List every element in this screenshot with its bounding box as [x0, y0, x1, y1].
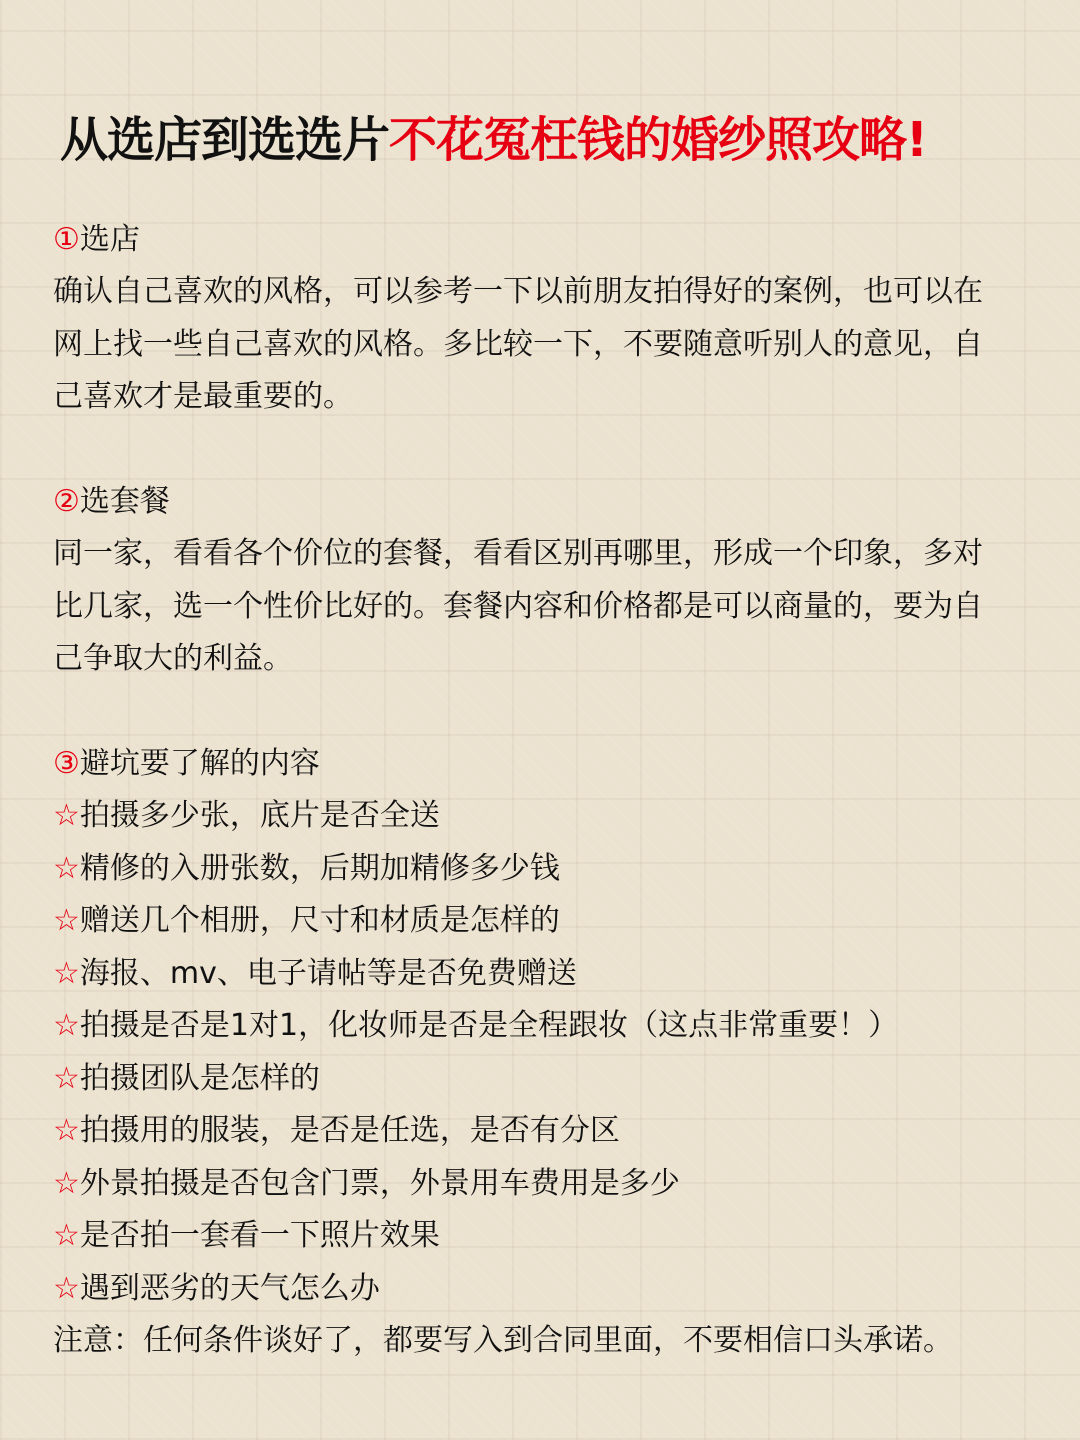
checklist-item [53, 1105, 1033, 1158]
checklist-item-text: 拍摄多少张，底片是否全送 [79, 798, 440, 833]
checklist-item [53, 843, 1033, 896]
star-icon: ☆ [53, 903, 80, 938]
checklist-item-text: 拍摄是否是1对1，化妆师是否是全程跟妆（这点非常重要！） [79, 1008, 899, 1043]
page-title [60, 108, 1040, 172]
checklist-item-text: 拍摄用的服装，是否是任选，是否有分区 [79, 1113, 620, 1148]
star-icon: ☆ [53, 1113, 80, 1148]
checklist-item [53, 948, 1033, 1001]
checklist-item [53, 1210, 1033, 1263]
note-line: 注意：任何条件谈好了，都要写入到合同里面，不要相信口头承诺。 [53, 1323, 953, 1358]
paragraph-line: 己争取大的利益。 [53, 641, 293, 676]
section-heading [53, 738, 1033, 790]
section-title: 选店 [79, 222, 140, 257]
section-number: ③ [53, 746, 80, 781]
checklist-item-text: 拍摄团队是怎样的 [79, 1060, 320, 1096]
star-icon: ☆ [53, 1060, 80, 1096]
section-title: 避坑要了解的内容 [79, 746, 320, 781]
section-choose-store [53, 214, 1033, 424]
paragraph-line: 确认自己喜欢的风格，可以参考一下以前朋友拍得好的案例，也可以在 [53, 274, 983, 309]
checklist-item [53, 1263, 1033, 1316]
section-title: 选套餐 [79, 484, 170, 519]
star-icon: ☆ [53, 1218, 80, 1253]
checklist-item [53, 1000, 1033, 1053]
checklist-item-text: 赠送几个相册，尺寸和材质是怎样的 [79, 903, 560, 938]
star-icon: ☆ [53, 955, 80, 991]
checklist-item-text: 精修的入册张数，后期加精修多少钱 [79, 850, 560, 886]
section-number: ② [53, 484, 80, 519]
title-black-part: 从选店到选选片 [60, 112, 390, 168]
checklist-item-text: 是否拍一套看一下照片效果 [79, 1218, 440, 1253]
section-heading [53, 476, 1033, 528]
section-choose-package [53, 476, 1033, 686]
checklist-item [53, 895, 1033, 948]
paragraph-line: 同一家，看看各个价位的套餐，看看区别再哪里，形成一个印象，多对 [53, 536, 983, 571]
star-icon: ☆ [53, 850, 80, 886]
section-heading [53, 214, 1033, 266]
star-icon: ☆ [53, 1008, 80, 1043]
checklist-item-text: 遇到恶劣的天气怎么办 [79, 1270, 380, 1306]
checklist-item [53, 1053, 1033, 1106]
checklist-item-text: 海报、mv、电子请帖等是否免费赠送 [79, 955, 577, 991]
star-icon: ☆ [53, 1165, 80, 1201]
title-red-part: 不花冤枉钱的婚纱照攻略! [389, 112, 927, 168]
star-icon: ☆ [53, 1270, 80, 1306]
checklist-item [53, 1158, 1033, 1211]
paragraph-line: 比几家，选一个性价比好的。套餐内容和价格都是可以商量的，要为自 [53, 588, 983, 624]
star-icon: ☆ [53, 798, 80, 833]
section-number: ① [53, 222, 80, 257]
paragraph-line: 网上找一些自己喜欢的风格。多比较一下，不要随意听别人的意见，自 [53, 326, 983, 362]
section-pitfalls [53, 738, 1033, 1368]
checklist-item [53, 790, 1033, 843]
paragraph-line: 己喜欢才是最重要的。 [53, 379, 353, 414]
checklist-item-text: 外景拍摄是否包含门票，外景用车费用是多少 [79, 1165, 680, 1201]
